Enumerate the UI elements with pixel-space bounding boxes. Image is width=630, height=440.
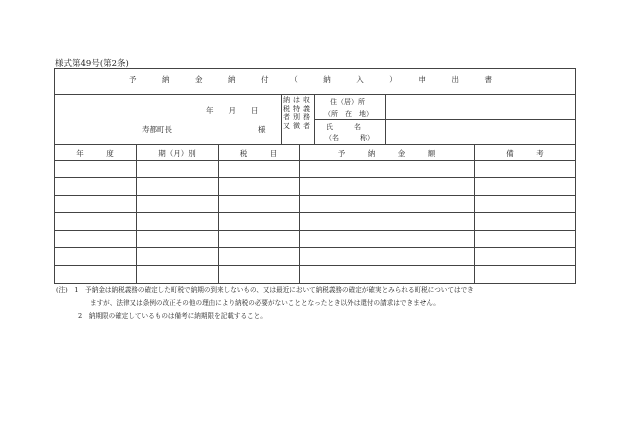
vertical-label-col-right: 収義務者 xyxy=(303,96,310,130)
note-text: 納期限の確定しているものは備考に納期限を記載すること。 xyxy=(88,312,267,320)
table-column-divider-1 xyxy=(136,144,137,283)
name-field[interactable] xyxy=(385,120,574,142)
address-sub-label: （所 在 地） xyxy=(324,110,373,118)
table-column-divider-4 xyxy=(474,144,475,283)
row-line-2 xyxy=(55,195,575,196)
note-item xyxy=(56,284,474,297)
address-field[interactable] xyxy=(385,95,574,117)
note-item xyxy=(56,310,474,323)
form-number-label: 様式第49号(第2条) xyxy=(55,59,129,69)
column-header-remarks: 備 考 xyxy=(506,149,544,158)
column-header-fiscal-year: 年 度 xyxy=(76,149,114,158)
row-line-4 xyxy=(55,230,575,231)
row-line-1 xyxy=(55,177,575,178)
header-vertical-divider-2 xyxy=(314,94,315,144)
row-line-3 xyxy=(55,212,575,213)
column-header-divider xyxy=(55,160,575,161)
note-text: ますが、法律又は条例の改正その他の理由により納税の必要がないこととなったとき以外は還付の請求はできません。 xyxy=(90,299,440,307)
note-item-continuation xyxy=(56,297,474,310)
address-label: 住（居）所 xyxy=(330,98,365,106)
notes-marker: (注) xyxy=(56,286,68,294)
vertical-label-col-middle: は特別徴 xyxy=(293,96,300,130)
notes-section xyxy=(56,284,474,323)
name-label: 氏 名 xyxy=(326,123,361,131)
column-header-prepayment-amount: 予 納 金 額 xyxy=(337,149,436,158)
taxpayer-vertical-label xyxy=(283,96,313,142)
seal-honorific: 様 xyxy=(258,125,266,134)
date-line: 年 月 日 xyxy=(206,106,259,115)
note-number: 2 xyxy=(78,312,83,320)
name-sub-label: （名 称） xyxy=(325,134,374,142)
note-text: 予納金は納税義務の確定した町税で納期の到来しないもの、又は最近において納税義務の確定が確実とみられる町税については xyxy=(85,286,461,294)
addressee-label: 寿都町長 xyxy=(142,125,172,134)
column-header-tax-item: 税 目 xyxy=(239,149,278,158)
header-divider xyxy=(55,144,575,145)
table-column-divider-3 xyxy=(299,144,300,283)
row-line-6 xyxy=(55,265,575,266)
header-vertical-divider-1 xyxy=(281,94,282,144)
note-number: 1 xyxy=(74,286,79,294)
vertical-label-col-left: 納税者又 xyxy=(283,96,290,130)
table-column-divider-2 xyxy=(218,144,219,283)
column-header-period: 期（月）別 xyxy=(158,149,196,158)
note-text-tail: でき xyxy=(460,286,474,294)
row-line-5 xyxy=(55,247,575,248)
form-title: 予 納 金 納 付 （ 納 入 ） 申 出 書 xyxy=(129,75,501,84)
